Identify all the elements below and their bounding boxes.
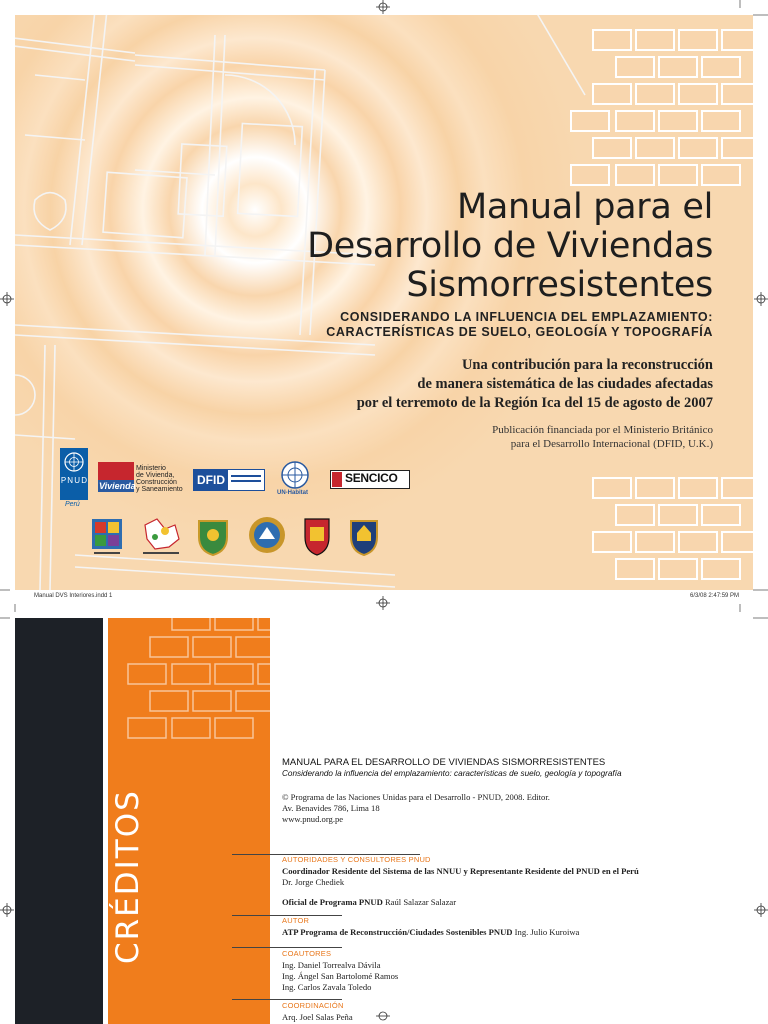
section-rule — [232, 999, 342, 1000]
creditos-vertical-label: CRÉDITOS — [110, 789, 146, 964]
authorities-name-2: Raúl Salazar Salazar — [384, 897, 457, 907]
cover-funding-line-1: Publicación financiada por el Ministerio Británico — [492, 424, 713, 436]
pnud-letters: P N U D — [60, 476, 88, 485]
sencico-brand: SENCICO — [345, 471, 398, 485]
dfid-brand: DFID — [194, 470, 228, 490]
author-heading: AUTOR — [282, 916, 310, 925]
credits-subtitle: Considerando la influencia del emplazamiento: características de suelo, geología y topografía — [282, 769, 622, 778]
publisher-line-2: Av. Benavides 786, Lima 18 — [282, 803, 380, 813]
coordination-heading: COORDINACIÓN — [282, 1001, 344, 1010]
publisher-website: www.pnud.org.pe — [282, 814, 344, 824]
coauthor-name: Ing. Daniel Torrealva Dávila — [282, 960, 381, 970]
vivienda-caption-2: de Vivienda, — [136, 472, 175, 479]
brick-pattern-credits — [108, 618, 270, 758]
coauthor-name: Ing. Carlos Zavala Toledo — [282, 982, 372, 992]
pnud-country: Perú — [65, 501, 80, 508]
vivienda-brand: Vivienda — [99, 481, 136, 491]
author-role: ATP Programa de Reconstrucción/Ciudades Sostenibles PNUD — [282, 927, 513, 937]
authorities-role-1: Coordinador Residente del Sistema de las NNUU y Representante Residente del PNUD en el Perú — [282, 866, 639, 876]
slug-filename: Manual DVS Interiores.indd 1 — [34, 593, 113, 599]
un-habitat-label: UN-Habitat — [277, 490, 308, 496]
cover-subtitle-line-2: CARACTERÍSTICAS DE SUELO, GEOLOGÍA Y TOPOGRAFÍA — [326, 325, 713, 339]
vivienda-caption-4: y Saneamiento — [136, 486, 183, 493]
authorities-role-2-line — [282, 897, 456, 908]
cover-title-line-3: Sismorresistentes — [406, 265, 713, 305]
cover-funding-line-2: para el Desarrollo Internacional (DFID, U.K.) — [510, 438, 713, 450]
cover-title-line-1: Manual para el — [457, 187, 713, 227]
section-rule — [232, 947, 342, 948]
vivienda-caption-3: Construcción — [136, 479, 177, 486]
coauthor-name: Ing. Ángel San Bartolomé Ramos — [282, 971, 399, 981]
slug-timestamp: 6/3/08 2:47:59 PM — [690, 593, 740, 599]
cover-contribution-line-1: Una contribución para la reconstrucción — [461, 357, 713, 373]
credits-title: MANUAL PARA EL DESARROLLO DE VIVIENDAS SISMORRESISTENTES — [282, 757, 606, 768]
cover-subtitle-line-1: CONSIDERANDO LA INFLUENCIA DEL EMPLAZAMIENTO: — [340, 310, 713, 324]
authorities-role-2: Oficial de Programa PNUD — [282, 897, 383, 907]
cover-title-line-2: Desarrollo de Viviendas — [307, 226, 713, 266]
authorities-heading: AUTORIDADES Y CONSULTORES PNUD — [282, 855, 431, 864]
cover-contribution-line-3: por el terremoto de la Región Ica del 15 de agosto de 2007 — [356, 395, 713, 411]
coordination-name: Arq. Joel Salas Peña — [282, 1012, 353, 1022]
authorities-name-1: Dr. Jorge Chediek — [282, 877, 345, 887]
vivienda-caption-1: Ministerio — [136, 465, 166, 472]
publisher-line-1: © Programa de las Naciones Unidas para el Desarrollo - PNUD, 2008. Editor. — [282, 792, 550, 802]
author-name: Ing. Julio Kuroiwa — [514, 927, 580, 937]
coauthors-heading: COAUTORES — [282, 949, 332, 958]
credits-dark-strip — [15, 618, 103, 1024]
author-line — [282, 927, 579, 938]
cover-contribution-line-2: de manera sistemática de las ciudades afectadas — [417, 376, 713, 392]
